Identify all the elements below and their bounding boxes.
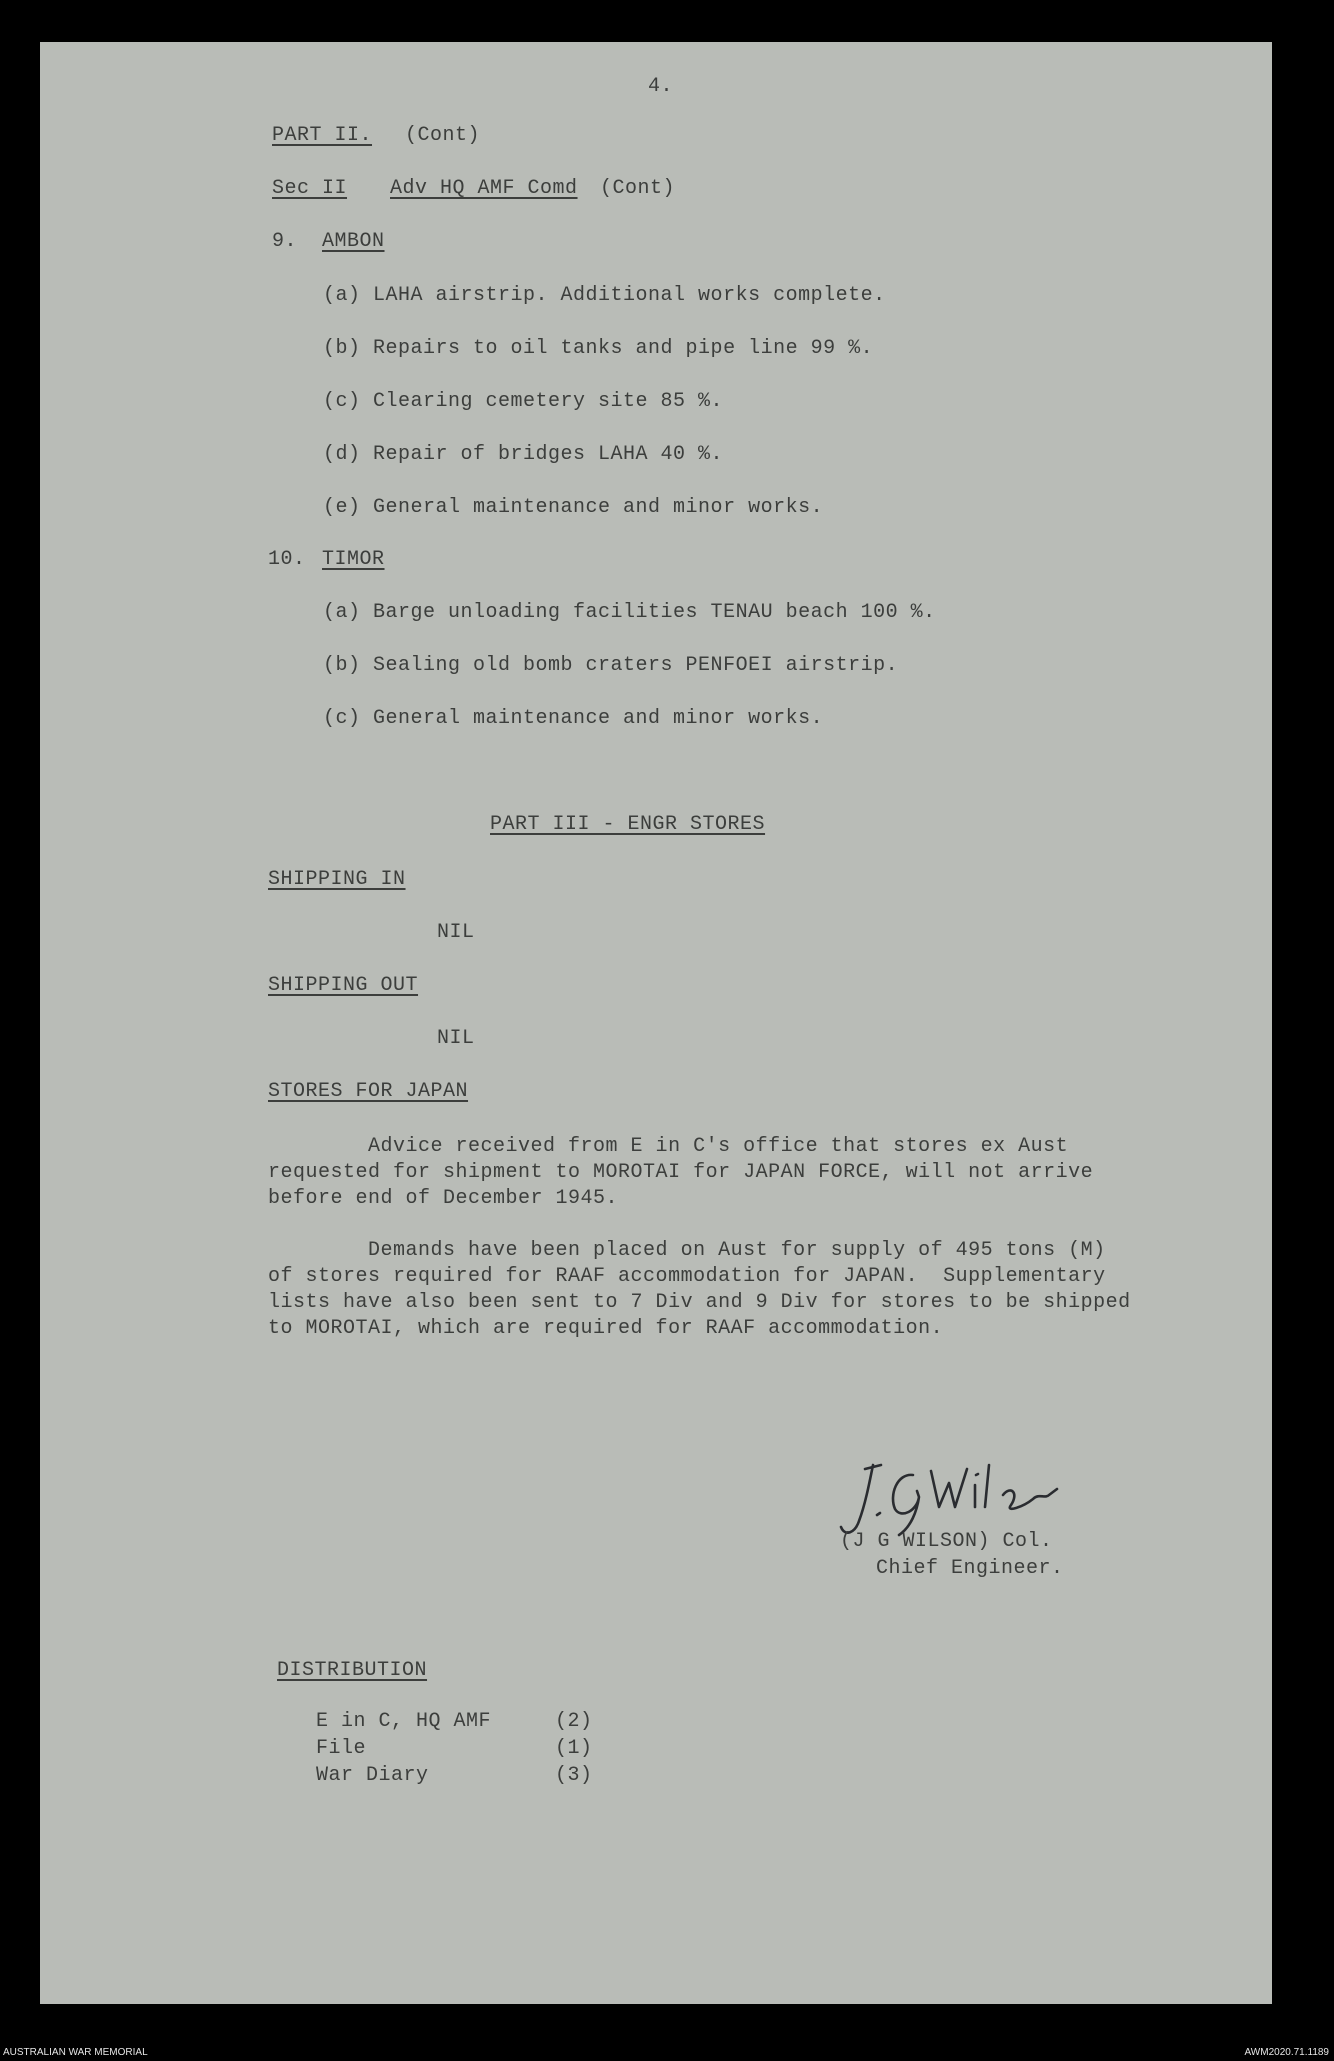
footer-right: AWM2020.71.1189: [1244, 2047, 1329, 2058]
section-label: Sec II: [272, 177, 348, 200]
part2-cont: (Cont): [405, 124, 481, 147]
shipping-in-value: NIL: [437, 921, 475, 944]
signatory-name: (J G WILSON) Col.: [840, 1530, 1053, 1553]
footer-left: AUSTRALIAN WAR MEMORIAL: [3, 2047, 148, 2058]
ambon-item: (c) Clearing cemetery site 85 %.: [323, 390, 724, 413]
part2-heading: PART II.: [272, 124, 373, 147]
signatory-title: Chief Engineer.: [876, 1557, 1064, 1580]
stores-for-japan-heading: STORES FOR JAPAN: [268, 1080, 469, 1103]
timor-item: (a) Barge unloading facilities TENAU beach 100 %.: [323, 601, 936, 624]
shipping-out-heading: SHIPPING OUT: [268, 974, 419, 997]
page-number: 4.: [648, 75, 674, 98]
section-title: Adv HQ AMF Comd: [390, 177, 578, 200]
ambon-number: 9.: [272, 230, 298, 253]
part3-heading: PART III - ENGR STORES: [490, 813, 766, 836]
distribution-copies: (2): [555, 1710, 593, 1733]
distribution-recipient: War Diary: [316, 1764, 429, 1787]
stores-paragraph-1: Advice received from E in C's office that stores ex Aust requested for shipment to MOROTAI for JAPAN FORCE, will not arrive before end of December 1945.: [268, 1135, 1094, 1210]
ambon-item: (a) LAHA airstrip. Additional works complete.: [323, 284, 886, 307]
distribution-recipient: E in C, HQ AMF: [316, 1710, 492, 1733]
ambon-item: (b) Repairs to oil tanks and pipe line 99 %.: [323, 337, 874, 360]
distribution-copies: (3): [555, 1764, 593, 1787]
shipping-in-heading: SHIPPING IN: [268, 868, 406, 891]
timor-title: TIMOR: [322, 548, 385, 571]
timor-number: 10.: [268, 548, 306, 571]
ambon-title: AMBON: [322, 230, 385, 253]
section-cont: (Cont): [600, 177, 676, 200]
timor-item: (c) General maintenance and minor works.: [323, 707, 824, 730]
distribution-recipient: File: [316, 1737, 367, 1760]
shipping-out-value: NIL: [437, 1027, 475, 1050]
ambon-item: (e) General maintenance and minor works.: [323, 496, 824, 519]
distribution-copies: (1): [555, 1737, 593, 1760]
ambon-item: (d) Repair of bridges LAHA 40 %.: [323, 443, 724, 466]
stores-paragraph-2: Demands have been placed on Aust for supply of 495 tons (M) of stores required for RAAF accommodation for JAPAN. Supplementary lists have also been sent to 7 Div and 9 Div for stores to be shipped to MOROTAI, which are required for RAAF accommodation.: [268, 1239, 1131, 1340]
timor-item: (b) Sealing old bomb craters PENFOEI airstrip.: [323, 654, 899, 677]
distribution-heading: DISTRIBUTION: [277, 1659, 428, 1682]
